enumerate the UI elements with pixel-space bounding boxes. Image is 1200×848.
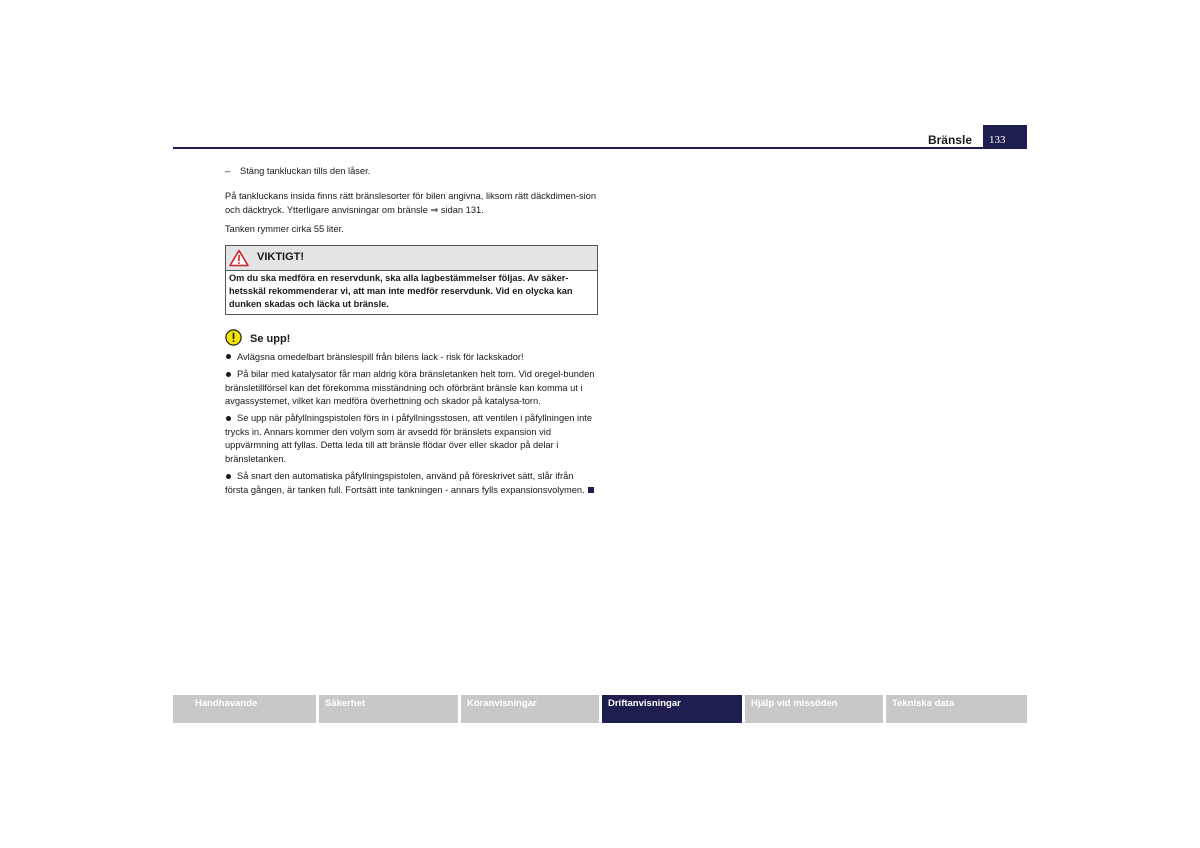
tab-hjalp-vid-missoden[interactable]: Hjälp vid missöden (745, 695, 883, 723)
warning-text: Om du ska medföra en reservdunk, ska alla lagbestämmelser följas. Av säker-hetsskäl rekommenderar vi, att man inte medför reservdunk. Vid en olycka kan dunken skadas och läcka ut bränsle. (229, 272, 573, 310)
caution-title: Se upp! (250, 333, 291, 346)
chapter-tab-bar (173, 695, 1027, 723)
bullet-dot-icon (226, 372, 231, 377)
header-rule (173, 147, 1027, 149)
page-header-title: Bränsle (927, 133, 972, 147)
paragraph-tank-capacity: Tanken rymmer cirka 55 liter. (225, 224, 344, 235)
caution-header (225, 329, 599, 347)
step-text: Stäng tankluckan tills den låser. (240, 166, 371, 176)
tab-handhavande[interactable]: Handhavande (173, 695, 316, 723)
bullet-dot-icon (226, 416, 231, 421)
warning-header (226, 246, 597, 271)
instruction-step (225, 165, 599, 178)
paragraph-fuel-info: På tankluckans insida finns rätt bränslesorter för bilen angivna, liksom rätt däckdimen-sion och däcktryck. Ytterligare anvisningar om bränsle ⇒ sidan 131. (225, 191, 597, 215)
section-end-icon (588, 487, 594, 493)
caution-bullet-item (225, 470, 599, 497)
caution-bullet-text: På bilar med katalysator får man aldrig köra bränsletanken helt tom. Vid oregel-bunden bränsletillförsel kan det förekomma misständning och oförbränt bränsle kan komma ut i avgassystemet, vilket kan medföra överhettning och skador på katalysa-torn. (225, 369, 595, 407)
tab-sakerhet[interactable]: Säkerhet (319, 695, 458, 723)
warning-title: VIKTIGT! (257, 250, 305, 263)
caution-bullet-item (225, 412, 599, 466)
caution-bullet-text: Avlägsna omedelbart bränslespill från bilens lack - risk för lackskador! (237, 351, 524, 362)
caution-bullet-item (225, 368, 599, 408)
caution-exclamation-icon (225, 329, 242, 346)
step-dash: – (225, 166, 231, 176)
bullet-dot-icon (226, 354, 231, 359)
page-content (225, 165, 599, 497)
tab-driftanvisningar[interactable]: Driftanvisningar (602, 695, 742, 723)
warning-box (225, 245, 598, 315)
bullet-dot-icon (226, 474, 231, 479)
page-number: 133 (983, 125, 1027, 149)
caution-bullet-text: Se upp när påfyllningspistolen förs in i påfyllningsstosen, att ventilen i påfyllningen inte trycks in. Annars kommer den volym som är avsedd för bränslets expansion vid uppvärmning att fyllas. Detta leda till att bränsle flödar över eller skador på delar i bränsletanken. (225, 413, 593, 464)
tab-tekniska-data[interactable]: Tekniska data (886, 695, 1027, 723)
tab-koranvisningar[interactable]: Köranvisningar (461, 695, 599, 723)
warning-triangle-icon (229, 249, 249, 267)
caution-bullet-item (225, 351, 599, 364)
caution-bullet-text: Så snart den automatiska påfyllningspistolen, använd på föreskrivet sätt, slår ifrån första gången, är tanken full. Fortsätt inte tankningen - annars fylls expansionsvolymen. (225, 471, 585, 495)
